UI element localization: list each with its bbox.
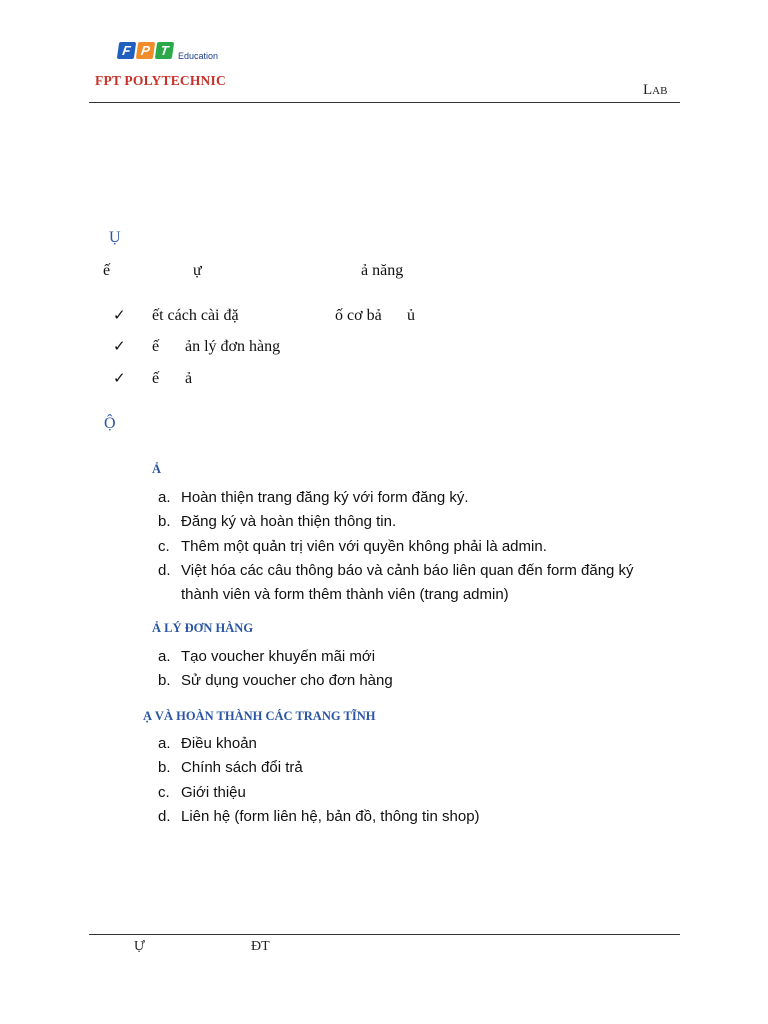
list-marker: a. xyxy=(158,489,171,506)
part1-list xyxy=(158,486,634,607)
list-item-text: Liên hệ (form liên hệ, bản đồ, thông tin shop) xyxy=(181,807,480,825)
list-item xyxy=(158,732,480,756)
list-marker: c. xyxy=(158,537,170,555)
list-item-text: Điều khoản xyxy=(181,735,257,752)
check-icon: ✓ xyxy=(113,306,126,324)
intro-fragment-1: ế xyxy=(103,262,111,279)
list-marker: a. xyxy=(158,735,171,752)
part1-title: Ả xyxy=(152,462,162,476)
list-item xyxy=(158,645,393,669)
part3-title: Ạ VÀ HOÀN THÀNH CÁC TRANG TĨNH xyxy=(143,709,376,723)
checklist-item-2-part-2: ản lý đơn hàng xyxy=(185,338,281,355)
part3-list xyxy=(158,732,480,829)
list-item xyxy=(158,535,634,559)
logo-letter-p: P xyxy=(136,42,155,59)
checklist-item-2-part-1: ế xyxy=(152,338,160,355)
list-marker: b. xyxy=(158,759,171,777)
section2-heading: Ộ xyxy=(104,415,116,432)
list-item xyxy=(158,669,393,693)
part2-title: Ả LÝ ĐƠN HÀNG xyxy=(152,621,254,635)
check-icon: ✓ xyxy=(113,337,126,355)
check-icon: ✓ xyxy=(113,369,126,387)
list-item-text: Chính sách đổi trả xyxy=(181,759,303,777)
list-marker: b. xyxy=(158,672,171,690)
list-item-text: Thêm một quản trị viên với quyền không phải là admin. xyxy=(181,537,547,555)
list-item xyxy=(158,559,634,583)
logo-education-text: Education xyxy=(178,51,219,61)
list-item-text: Sử dụng voucher cho đơn hàng xyxy=(181,672,393,690)
doc-label-lab: Lab xyxy=(643,82,668,98)
list-marker: d. xyxy=(158,561,171,579)
list-marker: a. xyxy=(158,648,171,665)
logo-letter-f: F xyxy=(117,42,136,59)
brand-name: FPT POLYTECHNIC xyxy=(95,73,226,88)
list-item xyxy=(158,510,634,534)
footer-right-text: ĐT xyxy=(251,939,270,954)
list-item-continuation xyxy=(158,583,634,607)
list-marker: b. xyxy=(158,513,171,531)
checklist-item-3-part-2: ả xyxy=(185,370,193,387)
checklist-item-1-part-1: ết cách cài đặ xyxy=(152,307,239,324)
list-marker: d. xyxy=(158,807,171,825)
intro-fragment-2: ự xyxy=(193,262,202,279)
list-item-text: Đăng ký và hoàn thiện thông tin. xyxy=(181,513,397,531)
list-item-text: Hoàn thiện trang đăng ký với form đăng ký. xyxy=(181,489,469,506)
list-marker: c. xyxy=(158,783,170,801)
fpt-education-logo xyxy=(118,42,248,66)
list-item xyxy=(158,756,480,780)
list-item xyxy=(158,781,480,805)
list-item-text: thành viên và form thêm thành viên (trang admin) xyxy=(181,586,509,604)
checklist-item-1-part-3: ủ xyxy=(407,307,415,324)
intro-fragment-3: ả năng xyxy=(361,262,404,279)
checklist-item-1-part-2: ố cơ bả xyxy=(335,307,382,324)
checklist-item-3-part-1: ế xyxy=(152,370,160,387)
list-item xyxy=(158,805,480,829)
list-item-text: Giới thiệu xyxy=(181,783,246,801)
footer-left-text: Ự xyxy=(134,939,145,954)
list-item xyxy=(158,486,634,510)
header-divider xyxy=(89,102,680,103)
section1-heading: Ụ xyxy=(109,229,121,246)
logo-letter-t: T xyxy=(155,42,174,59)
part2-list xyxy=(158,645,393,694)
footer-divider xyxy=(89,934,680,935)
list-item-text: Việt hóa các câu thông báo và cảnh báo liên quan đến form đăng ký xyxy=(181,561,634,579)
list-item-text: Tạo voucher khuyến mãi mới xyxy=(181,648,376,665)
